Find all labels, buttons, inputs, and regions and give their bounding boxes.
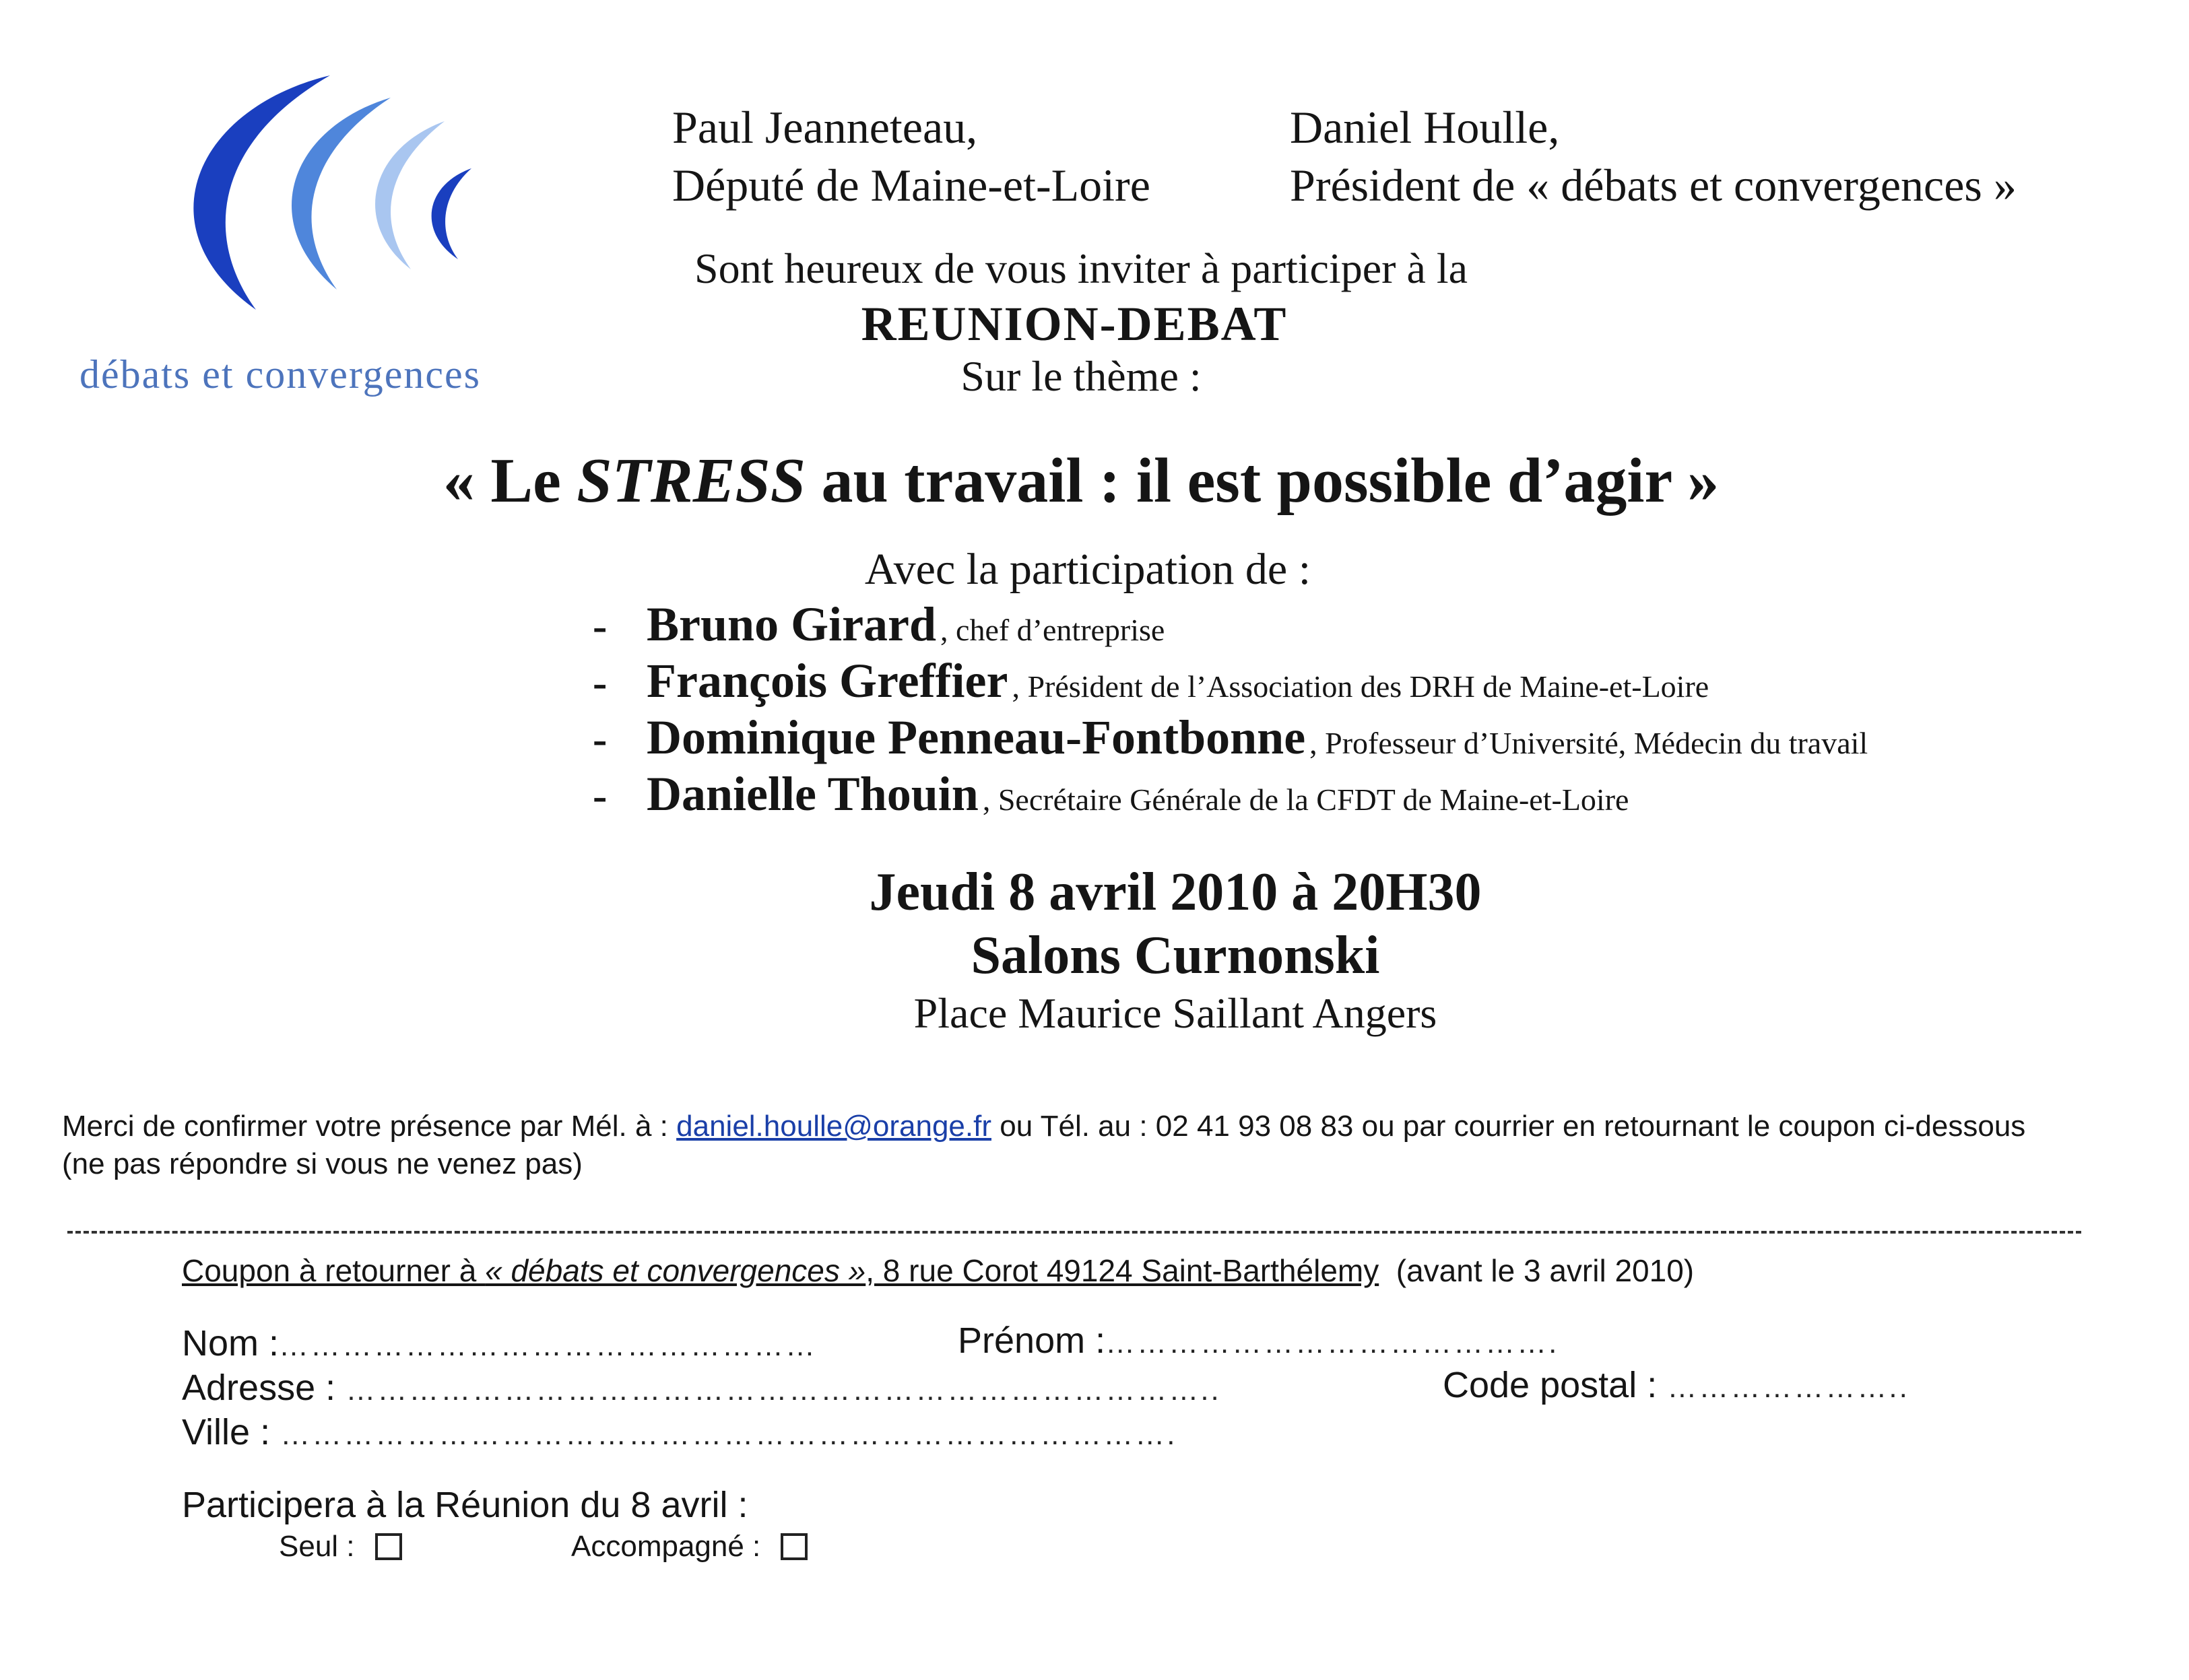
- host-left: [672, 98, 1150, 214]
- email-link[interactable]: daniel.houlle@orange.fr: [676, 1110, 991, 1143]
- event-title-emphasis: STRESS: [577, 446, 806, 516]
- event-title: [0, 444, 2176, 517]
- prenom-label: Prénom :: [958, 1320, 1106, 1361]
- code-postal-label: Code postal :: [1443, 1365, 1658, 1405]
- speaker-name: François Greffier: [647, 654, 1008, 708]
- event-title-rest: au travail : il est possible d’agir »: [806, 446, 1720, 516]
- meeting-type: REUNION-DEBAT: [861, 297, 1288, 351]
- nom-label: Nom :: [182, 1323, 280, 1364]
- confirmation-text: [62, 1110, 2025, 1143]
- speaker-role: , Secrétaire Générale de la CFDT de Maine-et-Loire: [982, 782, 1629, 817]
- participation-question: Participera à la Réunion du 8 avril :: [182, 1485, 748, 1525]
- option-accompagne-label: Accompagné :: [571, 1530, 761, 1563]
- coupon-heading-prefix: Coupon à retourner à: [182, 1253, 486, 1288]
- speaker-item: - Dominique Penneau-Fontbonne , Professeur d’Université, Médecin du travail: [593, 710, 1868, 764]
- coupon-heading-address: [182, 1253, 1379, 1288]
- accompagne-checkbox[interactable]: [781, 1533, 808, 1560]
- event-address: Place Maurice Saillant Angers: [913, 989, 1437, 1037]
- event-title-open: « Le: [443, 446, 577, 516]
- adresse-label: Adresse :: [182, 1368, 336, 1408]
- coupon-heading: [182, 1252, 1694, 1289]
- ville-label: Ville :: [182, 1412, 271, 1452]
- speaker-item: - François Greffier , Président de l’Association des DRH de Maine-et-Loire: [593, 654, 1709, 708]
- cut-line-divider: [67, 1231, 2081, 1234]
- event-date: Jeudi 8 avril 2010 à 20H30: [869, 863, 1482, 922]
- option-accompagne: [571, 1530, 808, 1564]
- confirmation-prefix: Merci de confirmer votre présence par Mél. à :: [62, 1110, 677, 1143]
- speaker-item: - Bruno Girard , chef d’entreprise: [593, 597, 1165, 651]
- host-right-title: Président de « débats et convergences »: [1290, 160, 2017, 211]
- event-venue: Salons Curnonski: [971, 926, 1380, 985]
- speaker-name: Dominique Penneau-Fontbonne: [647, 710, 1306, 764]
- speaker-list: [593, 597, 1868, 823]
- prenom-field[interactable]: Prénom : …………………………………….: [958, 1320, 1559, 1361]
- speaker-item: - Danielle Thouin , Secrétaire Générale de la CFDT de Maine-et-Loire: [593, 767, 1629, 821]
- host-left-title: Député de Maine-et-Loire: [672, 160, 1150, 211]
- participation-heading: Avec la participation de :: [864, 545, 1311, 594]
- theme-label: Sur le thème :: [960, 352, 1202, 400]
- coupon-deadline: (avant le 3 avril 2010): [1379, 1253, 1695, 1288]
- ville-field[interactable]: Ville : ………………………………………………………………………….: [182, 1412, 1177, 1452]
- coupon-heading-org: « débats et convergences »: [485, 1253, 866, 1288]
- code-postal-field[interactable]: Code postal : …………………..: [1443, 1365, 1909, 1405]
- speaker-name: Bruno Girard: [647, 597, 937, 651]
- invitation-intro: Sont heureux de vous inviter à participer à la: [694, 244, 1468, 292]
- adresse-field[interactable]: Adresse : ………………………………………………………………………..: [182, 1368, 1221, 1408]
- speaker-role: , Président de l’Association des DRH de Maine-et-Loire: [1012, 669, 1709, 704]
- speaker-name: Danielle Thouin: [647, 767, 979, 821]
- speaker-role: , Professeur d’Université, Médecin du travail: [1309, 726, 1868, 760]
- confirmation-suffix: ou Tél. au : 02 41 93 08 83 ou par courrier en retournant le coupon ci-dessous: [991, 1110, 2026, 1143]
- seul-checkbox[interactable]: [375, 1533, 402, 1560]
- host-right: [1290, 98, 2017, 214]
- confirmation-note: (ne pas répondre si vous ne venez pas): [62, 1147, 583, 1180]
- logo-text: débats et convergences: [79, 352, 481, 397]
- coupon-heading-street: , 8 rue Corot 49124 Saint-Barthélemy: [865, 1253, 1379, 1288]
- nom-field[interactable]: Nom : ……………………………………………: [182, 1323, 818, 1364]
- host-right-name: Daniel Houlle,: [1290, 102, 1560, 153]
- option-seul: [279, 1530, 402, 1564]
- host-left-name: Paul Jeanneteau,: [672, 102, 978, 153]
- speaker-role: , chef d’entreprise: [940, 613, 1165, 647]
- option-seul-label: Seul :: [279, 1530, 355, 1563]
